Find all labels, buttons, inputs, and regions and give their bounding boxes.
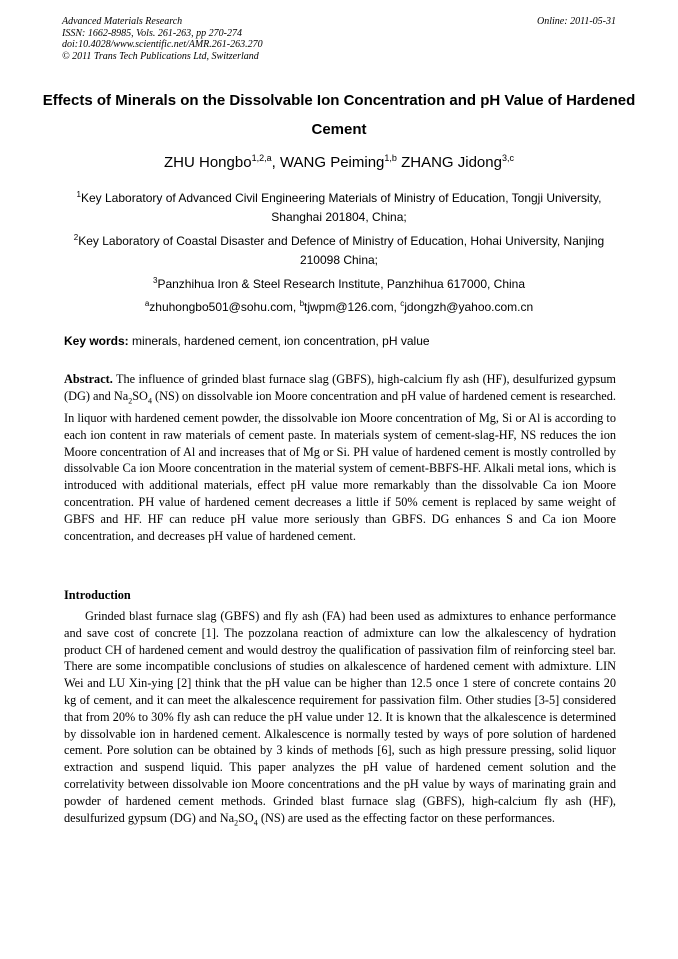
author-sup: 1,b [384, 153, 397, 163]
affiliation [56, 185, 622, 227]
abstract-text: (NS) on dissolvable ion Moore concentration and pH value of hardened cement is researched. In liquor with hardened cement powder, the dissolvable ion Moore concentration of Mg, Si or Al is according to each ion content in raw materials of cement paste. In materials system of cement-slag-HF, NS reduces the ion Moore concentration of Al and increases that of Mg or Si. PH value of hardened cement is mostly controlled by dissolvable Ca ion Moore concentration in the material system of cement-BBFS-HF. Alkali metal ions, which is introduced with additional materials, effect pH value more remarkably than the dissolvable Ca ion Moore concentration. PH value of hardened cement decreases a little if 50% cement is replaced by same weight of GBFS and HF. HF can reduce pH value more seriously than GBFS. DG enhances S and Ca ion Moore concentration, and decreases pH value of hardened cement. [64, 388, 616, 543]
body-text: Grinded blast furnace slag (GBFS) and fly ash (FA) had been used as admixtures to enhance performance and save cost of concrete [1]. The pozzolana reaction of admixture can low the alkalescency of hydration product CH of hardened cement and would destroy the qualification of passivation film of reinforcing steel bar. There are some incompatible conclusions of studies on alkalescence of hardened cement with admixture. LIN Wei and LU Xin-ying [2] think that the pH value can be higher than 12.5 once 1 stere of concrete contains 20 kg of cement, and it can meet the alkalescence requirement for passivation film. Other studies [3-5] considered that from 20% to 30% fly ash can reduce the pH value under 12. It is known that the alkalescence is determined by dissolvable ion in hardened cement. Alkalescence is normally tested by ways of pore solution of hardened cement. Pore solution can be obtained by 3 kinds of methods [6], such as high pressure pressing, solid liquor extraction and suspend liquid. This paper analyzes the pH value of hardened cement solution and the correlativity between dissolvable ion Moore concentrations and the pH value by ways of marinating grain and powder of hardened cement methods. Grinded blast furnace slag (GBFS), high-calcium fly ash (HF), desulfurized gypsum (DG) and Na [64, 609, 616, 825]
body-text: (NS) are used as the effecting factor on these performances. [260, 810, 555, 825]
journal-header [62, 16, 616, 62]
journal-copyright: © 2011 Trans Tech Publications Ltd, Switzerland [62, 50, 259, 62]
email-link[interactable]: zhuhongbo501@sohu.com, [149, 300, 297, 314]
affiliation [56, 271, 622, 294]
subscript: 4 [147, 396, 152, 406]
paper-title: Effects of Minerals on the Dissolvable Ion Concentration and pH Value of Hardened Cement [42, 92, 636, 138]
subscript: 2 [234, 818, 239, 828]
email-link[interactable]: tjwpm@126.com, [304, 300, 397, 314]
affiliation-text: Key Laboratory of Coastal Disaster and Defence of Ministry of Education, Hohai University, Nanjing 210098 China; [78, 234, 605, 267]
email-list [56, 294, 622, 317]
journal-name: Advanced Materials Research [62, 16, 183, 27]
affiliation-text: Key Laboratory of Advanced Civil Engineering Materials of Ministry of Education, Tongji University, Shanghai 201804, China; [80, 191, 602, 224]
author-sup: 1,2,a [251, 153, 272, 163]
author-name: ZHU Hongbo [164, 154, 252, 171]
keywords [64, 333, 616, 349]
section-heading: Introduction [64, 588, 131, 602]
affiliation-sup: 1 [76, 190, 81, 199]
email-sup: c [400, 299, 405, 308]
subscript: 2 [128, 396, 133, 406]
email-link[interactable]: jdongzh@yahoo.com.cn [404, 300, 534, 314]
author-name: ZHANG Jidong [401, 154, 502, 171]
affiliation-sup: 2 [73, 233, 79, 242]
abstract-label: Abstract. [64, 372, 113, 386]
affiliation-text: Panzhihua Iron & Steel Research Institute, Panzhihua 617000, China [157, 277, 526, 291]
subscript: 4 [253, 818, 258, 828]
abstract [64, 371, 616, 544]
affiliation-sup: 3 [152, 276, 158, 285]
body-text: SO [238, 810, 254, 825]
keywords-label: Key words: [64, 334, 129, 348]
email-sup: b [299, 299, 305, 308]
journal-issn: ISSN: 1662-8985, Vols. 261-263, pp 270-274 [62, 27, 242, 39]
email-sup: a [144, 299, 150, 308]
author-sup: 3,c [501, 153, 514, 163]
author-name: WANG Peiming [279, 154, 385, 171]
author-list: ZHU Hongbo$^{1,2,a}$, WANG Peiming$^{1,b}$ ZHANG Jidong$^{3,c}$ [164, 153, 514, 171]
online-date: Online: 2011-05-31 [537, 16, 616, 27]
affiliation [56, 228, 622, 270]
journal-doi: doi:10.4028/www.scientific.net/AMR.261-263.270 [62, 39, 263, 50]
keywords-text: minerals, hardened cement, ion concentration, pH value [132, 334, 430, 348]
abstract-text: SO [132, 388, 148, 403]
introduction-paragraph [64, 608, 616, 832]
abstract-text: The influence of grinded blast furnace slag (GBFS), high-calcium fly ash (HF), desulfurized gypsum (DG) and Na [64, 372, 617, 403]
